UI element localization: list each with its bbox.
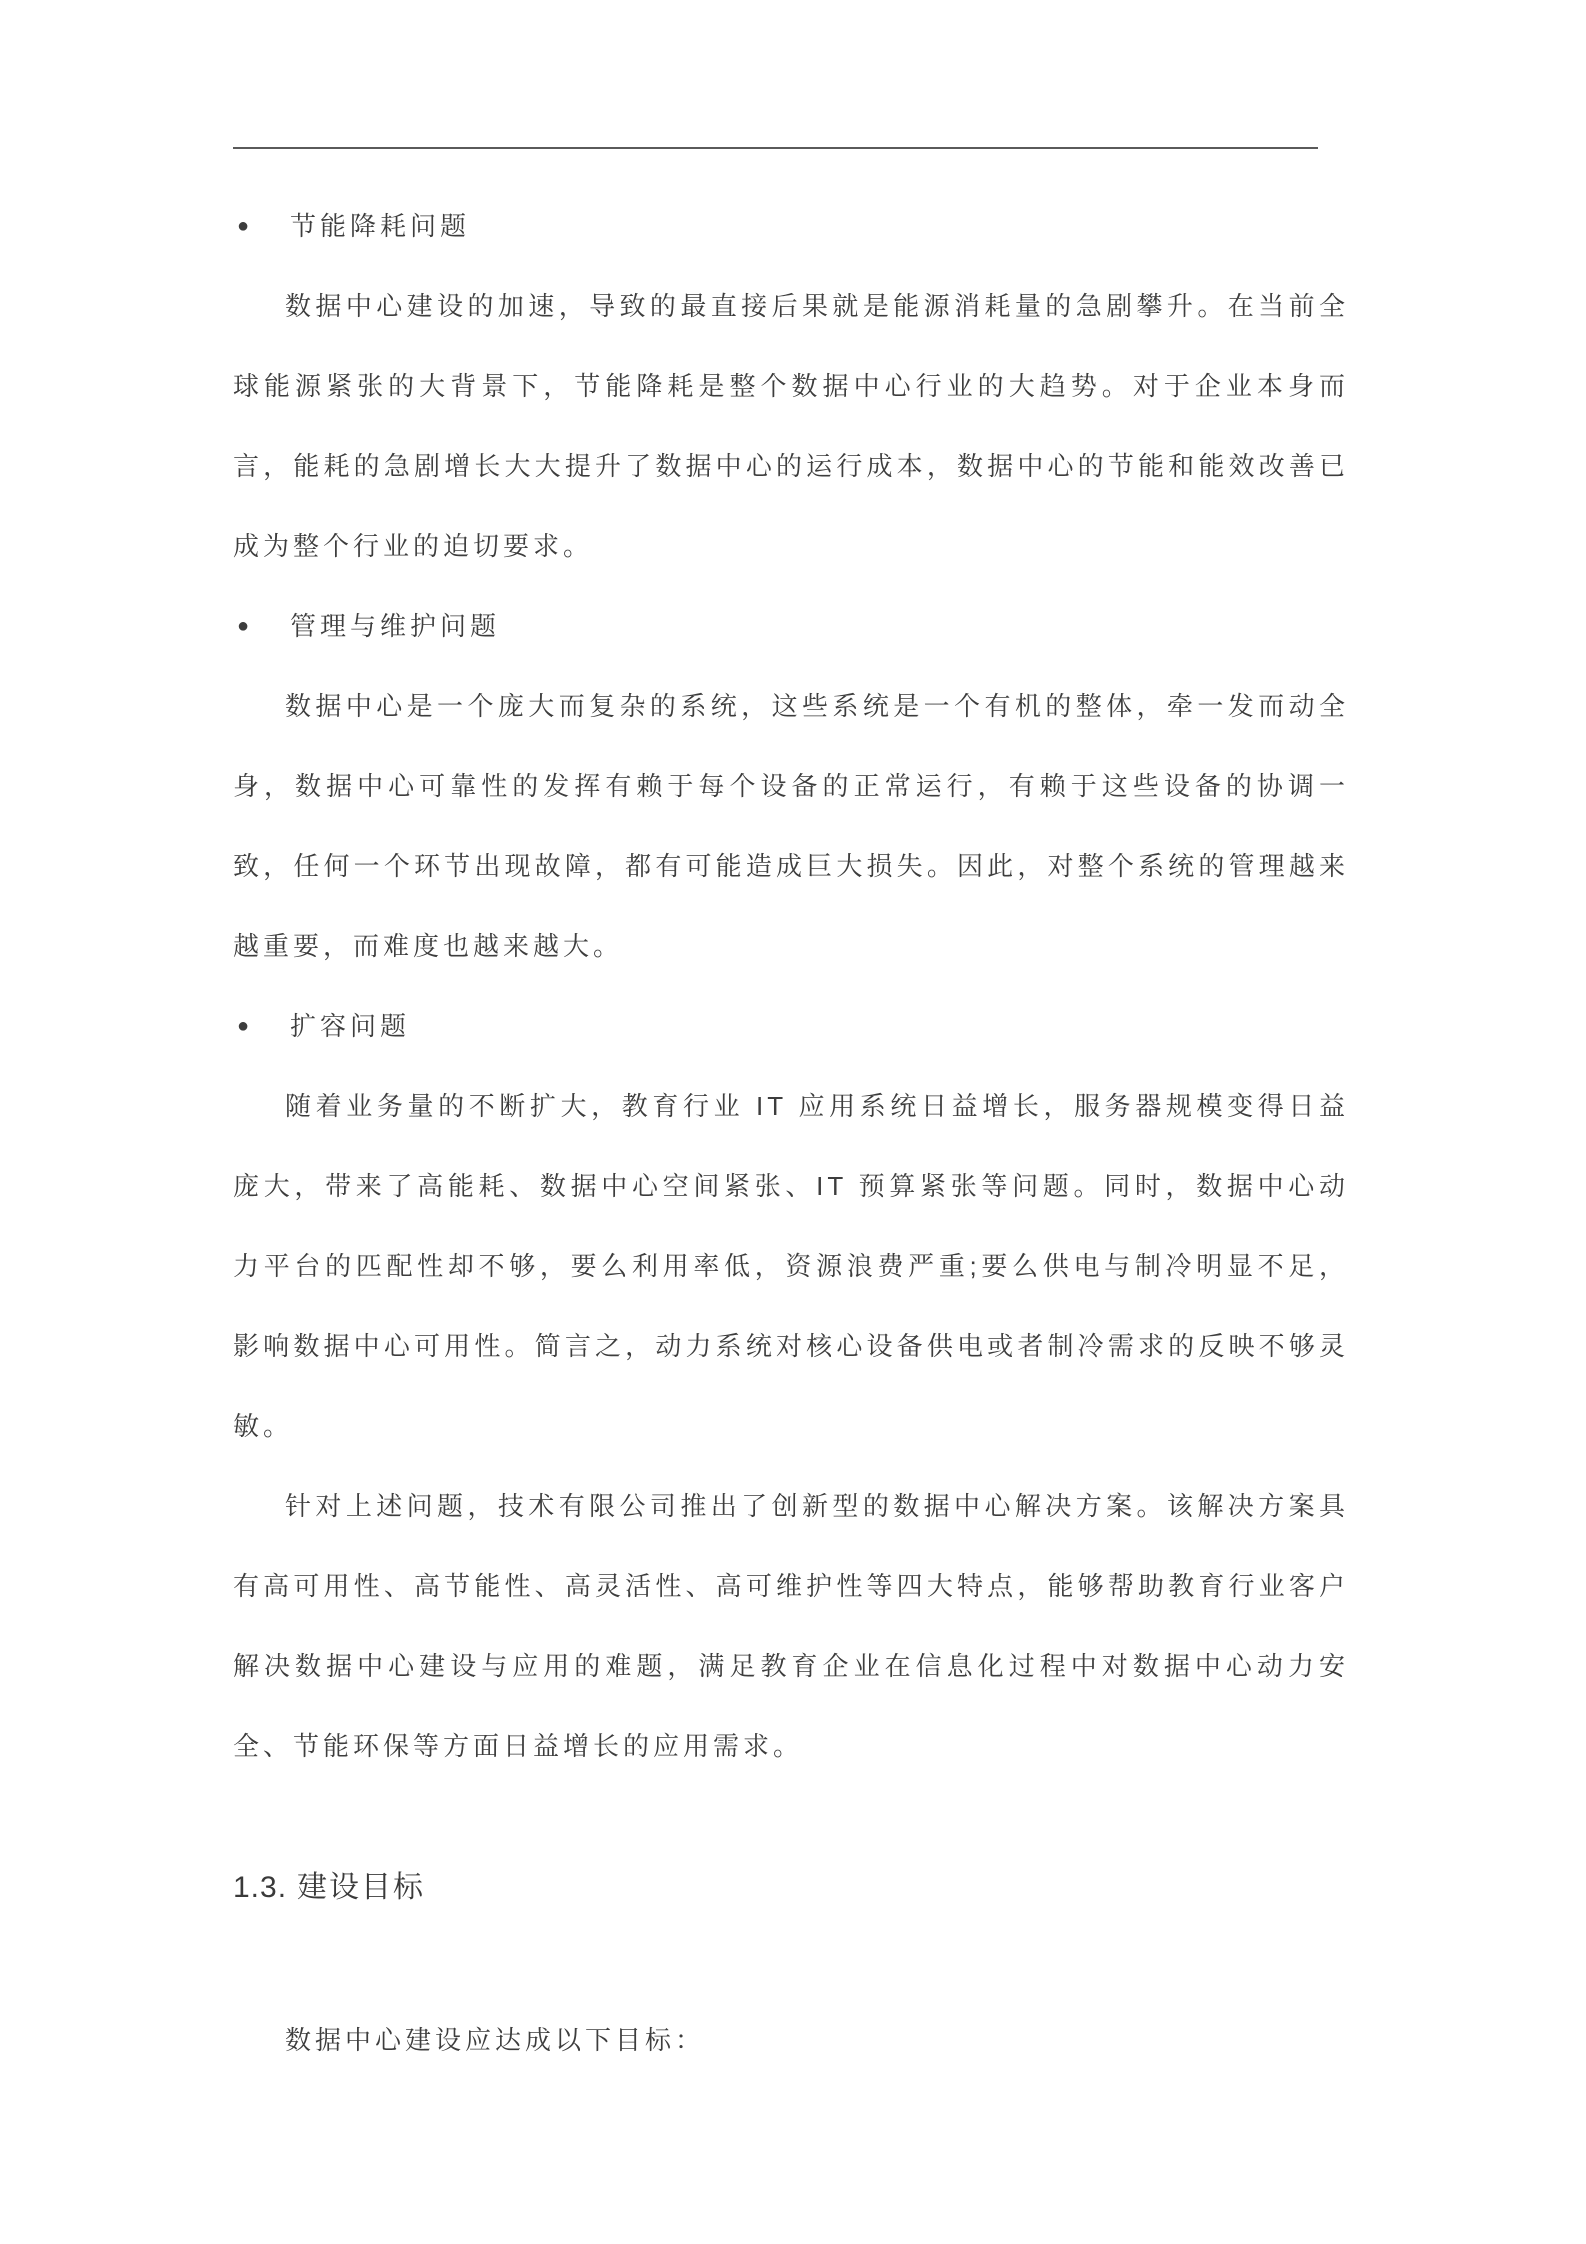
section-number: 1.3.	[233, 1871, 288, 1904]
list-item-label: 管理与维护问题	[290, 611, 501, 641]
list-item-energy-saving	[233, 186, 1349, 266]
paragraph-management: 数据中心是一个庞大而复杂的系统，这些系统是一个有机的整体，牵一发而动全身，数据中心可靠性的发挥有赖于每个设备的正常运行，有赖于这些设备的协调一致，任何一个环节出现故障，都有可能造成巨大损失。因此，对整个系统的管理越来越重要，而难度也越来越大。	[233, 691, 1349, 961]
section-heading	[233, 1848, 1349, 1928]
section-title: 建设目标	[297, 1871, 425, 1904]
bullet-icon: ●	[237, 615, 250, 637]
paragraph-energy-saving: 数据中心建设的加速，导致的最直接后果就是能源消耗量的急剧攀升。在当前全球能源紧张的大背景下，节能降耗是整个数据中心行业的大趋势。对于企业本身而言，能耗的急剧增长大大提升了数据中心的运行成本，数据中心的节能和能效改善已成为整个行业的迫切要求。	[233, 291, 1349, 561]
list-item-management	[233, 586, 1349, 666]
list-item-label: 节能降耗问题	[290, 211, 471, 241]
document-content	[233, 186, 1349, 2080]
paragraph-expansion: 随着业务量的不断扩大，教育行业 IT 应用系统日益增长，服务器规模变得日益庞大，带来了高能耗、数据中心空间紧张、IT 预算紧张等问题。同时，数据中心动力平台的匹配性却不够，要么利用率低，资源浪费严重;要么供电与制冷明显不足，影响数据中心可用性。简言之，动力系统对核心设备供电或者制冷需求的反映不够灵敏。	[233, 1091, 1349, 1441]
list-item-label: 扩容问题	[290, 1011, 411, 1041]
header-divider	[233, 147, 1318, 149]
bullet-icon: ●	[237, 1015, 250, 1037]
list-item-expansion	[233, 986, 1349, 1066]
paragraph-solution: 针对上述问题，技术有限公司推出了创新型的数据中心解决方案。该解决方案具有高可用性、高节能性、高灵活性、高可维护性等四大特点，能够帮助教育行业客户解决数据中心建设与应用的难题，满足教育企业在信息化过程中对数据中心动力安全、节能环保等方面日益增长的应用需求。	[233, 1491, 1349, 1761]
paragraph-goals-intro: 数据中心建设应达成以下目标：	[285, 2025, 706, 2055]
bullet-icon: ●	[237, 215, 250, 237]
